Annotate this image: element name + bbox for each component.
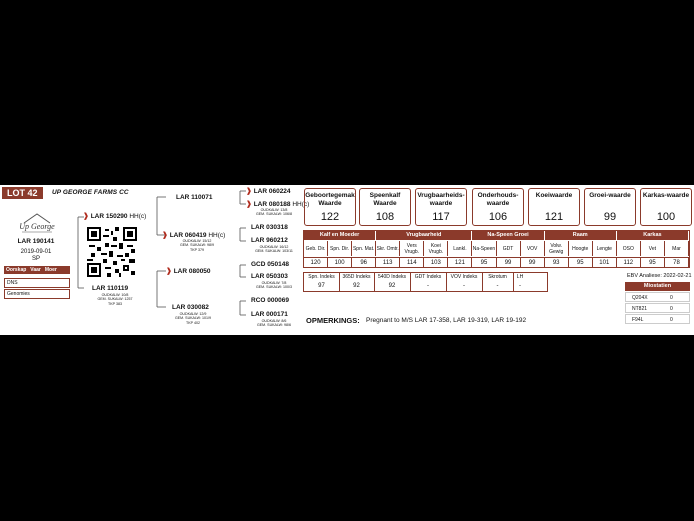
- pedigree-dam: LAR 110119: [92, 285, 129, 292]
- ebv-group-header: Vrugbaarheid: [376, 231, 472, 240]
- pedigree-ssd-details: OUDKALW: 13/8 GEM. SUKALW: 106/8: [255, 208, 293, 217]
- value-card: [528, 188, 580, 226]
- miostatien-row: [625, 314, 690, 324]
- miostatien-gene: F94L: [632, 317, 644, 323]
- pedigree-dam-details: OUDKALW: 10/8 GEM. SUKALW: 1257 TKP 383: [97, 293, 133, 306]
- index-table: [303, 272, 548, 292]
- pedigree-dd-details: OUDKALW: 12/9 GEM. SUKALW: 101/9 TKP 402: [174, 312, 212, 325]
- miostatien-gene: Q204X: [632, 295, 648, 301]
- pedigree-sdd: LAR 960212: [251, 237, 288, 244]
- ebv-column-header: GDT: [497, 241, 521, 256]
- value-card-value: 108: [375, 211, 395, 223]
- ebv-group-header: Na-Speen Groei: [472, 231, 544, 240]
- value-card-title: Groei-waarde: [589, 192, 631, 199]
- ebv-group-header: Kalf en Moeder: [304, 231, 376, 240]
- ownership-header: Oorskap Vaar Moer: [4, 266, 70, 274]
- index-value: 92: [353, 283, 360, 289]
- svg-text:Up George: Up George: [19, 222, 55, 231]
- ebv-column-header: Volw. Gewig: [545, 241, 569, 256]
- ebv-value: 93: [545, 258, 569, 268]
- value-card-value: 121: [544, 211, 564, 223]
- ebv-value: 112: [617, 258, 641, 268]
- ebv-table: [303, 230, 690, 268]
- bull-mark-icon: ❱: [83, 213, 89, 220]
- lot-card: [0, 185, 694, 335]
- pedigree-sire: ❱ LAR 150290 HH(c): [83, 213, 147, 220]
- index-header: GDT Indeks: [414, 274, 442, 280]
- pedigree-sds: LAR 030318: [251, 224, 288, 231]
- ownership-row-dns: DNS: [4, 278, 70, 288]
- ebv-value: 100: [328, 258, 352, 268]
- index-value: -: [463, 283, 465, 289]
- value-card-title: Koeiwaarde: [535, 192, 573, 199]
- pedigree-dss: GCD 050148: [251, 261, 289, 268]
- ebv-column-header: Spn. Mat.: [352, 241, 376, 256]
- ebv-column-header: OSO: [617, 241, 641, 256]
- bull-mark-icon: ❱: [246, 201, 252, 208]
- pedigree-sss: ❱ LAR 060224: [246, 188, 291, 195]
- ebv-column-header: Geb. Dir.: [304, 241, 328, 256]
- value-card-value: 106: [488, 211, 508, 223]
- index-value: 97: [318, 283, 325, 289]
- ebv-value: 99: [497, 258, 521, 268]
- animal-id: LAR 190141: [17, 238, 55, 245]
- ebv-value: 120: [304, 258, 328, 268]
- animal-code: SP: [31, 256, 40, 262]
- index-value: -: [496, 283, 499, 289]
- bull-mark-icon: ❱: [246, 188, 252, 195]
- value-card: [415, 188, 467, 226]
- miostatien-row: [625, 303, 690, 313]
- ebv-value: 113: [376, 258, 400, 268]
- pedigree-sd: ❱ LAR 060419 HH(c): [162, 232, 226, 239]
- ebv-value: 95: [641, 258, 665, 268]
- ebv-value: 114: [400, 258, 424, 268]
- value-card-title: Speenkalf Waarde: [369, 192, 401, 207]
- ebv-value: 121: [448, 258, 472, 268]
- pedigree-ssd: ❱ LAR 080188 HH(c): [246, 201, 310, 208]
- ebv-value: 96: [352, 258, 376, 268]
- index-value: 92: [388, 283, 396, 289]
- value-card-value: 117: [432, 211, 450, 223]
- value-card-value: 100: [656, 211, 676, 223]
- value-card-value: 99: [603, 211, 617, 223]
- index-header: Spn. Indeks: [308, 274, 335, 280]
- ebv-column-header: Vers Vrugb.: [400, 241, 424, 256]
- index-value: -: [519, 283, 521, 289]
- ebv-value: 78: [665, 258, 689, 268]
- value-card-title: Onderhouds-waarde: [477, 192, 519, 207]
- ebv-column-header: Vet: [641, 241, 665, 256]
- ebv-column-header: Spn. Dir.: [328, 241, 352, 256]
- value-card-title: Geboortegemak Waarde: [305, 192, 355, 207]
- ebv-divider: [304, 257, 689, 258]
- ebv-value: 101: [593, 258, 617, 268]
- ebv-column-header: Skr. Omtr.: [376, 241, 400, 256]
- pedigree-sdd-details: OUDKALW: 16/12 GEM. SUKALW: 103/11: [255, 245, 293, 254]
- pedigree-sd-details: OUDKALW: 15/12 GEM. SUKALW: 98/9 TKP 379: [179, 239, 215, 252]
- remarks-label: OPMERKINGS:: [306, 316, 360, 325]
- bull-mark-icon: ❱: [166, 268, 172, 275]
- pedigree-dsd: LAR 050303: [251, 273, 288, 280]
- pedigree-ds: ❱ LAR 080050: [166, 268, 211, 275]
- miostatien-row: [625, 292, 690, 302]
- pedigree-dsd-details: OUDKALW: 7/8 GEM. SUKALW: 100/3: [255, 281, 293, 290]
- ebv-column-header: Lankl.: [448, 241, 472, 256]
- ebv-column-header: Mar: [665, 241, 689, 256]
- farm-name: UP GEORGE FARMS CC: [52, 189, 129, 196]
- value-card: [584, 188, 636, 226]
- index-header: VOV Indeks: [450, 274, 478, 280]
- value-card: [359, 188, 411, 226]
- ownership-row-genomics: Genomies: [4, 289, 70, 299]
- animal-dob: 2019-09-01: [20, 249, 52, 255]
- value-card-value: 122: [320, 211, 340, 223]
- ebv-analysis-date: EBV Analiese: 2022-02-21: [627, 273, 692, 279]
- value-card-title: Vrugbaarheids-waarde: [417, 192, 465, 207]
- value-card: [304, 188, 356, 226]
- lot-number: LOT 42: [2, 187, 43, 199]
- ebv-value: 99: [521, 258, 545, 268]
- index-header: LH: [516, 274, 524, 280]
- value-card-title: Karkas-waarde: [642, 192, 690, 199]
- ebv-value: 103: [424, 258, 448, 268]
- ebv-value: 95: [569, 258, 593, 268]
- pedigree-dd: LAR 030082: [172, 304, 209, 311]
- miostatien-value: 0: [670, 295, 673, 301]
- ebv-column-header: VOV: [521, 241, 545, 256]
- ebv-group-header: Karkas: [617, 231, 689, 240]
- miostatien-header: Miostatien: [625, 282, 690, 291]
- ebv-column-header: Lengte: [593, 241, 617, 256]
- pedigree-ddd: LAR 000171: [251, 311, 288, 318]
- miostatien-value: 0: [670, 317, 673, 323]
- miostatien-value: 0: [670, 306, 673, 312]
- pedigree-ss: LAR 110071: [176, 194, 213, 201]
- ebv-column-header: Na-Speen: [472, 241, 496, 256]
- ebv-group-header: Raam: [545, 231, 617, 240]
- value-card: [640, 188, 692, 226]
- index-header: 365D Indeks: [342, 274, 371, 280]
- remarks-text: Pregnant to M/S LAR 17-358, LAR 19-319, LAR 19-192: [366, 317, 527, 324]
- index-value: -: [427, 283, 429, 289]
- ebv-column-header: Koei Vrugb.: [424, 241, 448, 256]
- pedigree-dds: RCO 000069: [251, 297, 289, 304]
- bull-mark-icon: ❱: [162, 232, 168, 239]
- value-card: [472, 188, 524, 226]
- miostatien-gene: NT821: [632, 306, 648, 312]
- ebv-value: 95: [472, 258, 496, 268]
- index-header: 540D Indeks: [377, 274, 407, 280]
- index-header: Skrotum: [488, 274, 507, 280]
- pedigree-ddd-details: OUDKALW: 8/6 GEM. SUKALW: 98/6: [256, 319, 292, 328]
- ebv-column-header: Hoogte: [569, 241, 593, 256]
